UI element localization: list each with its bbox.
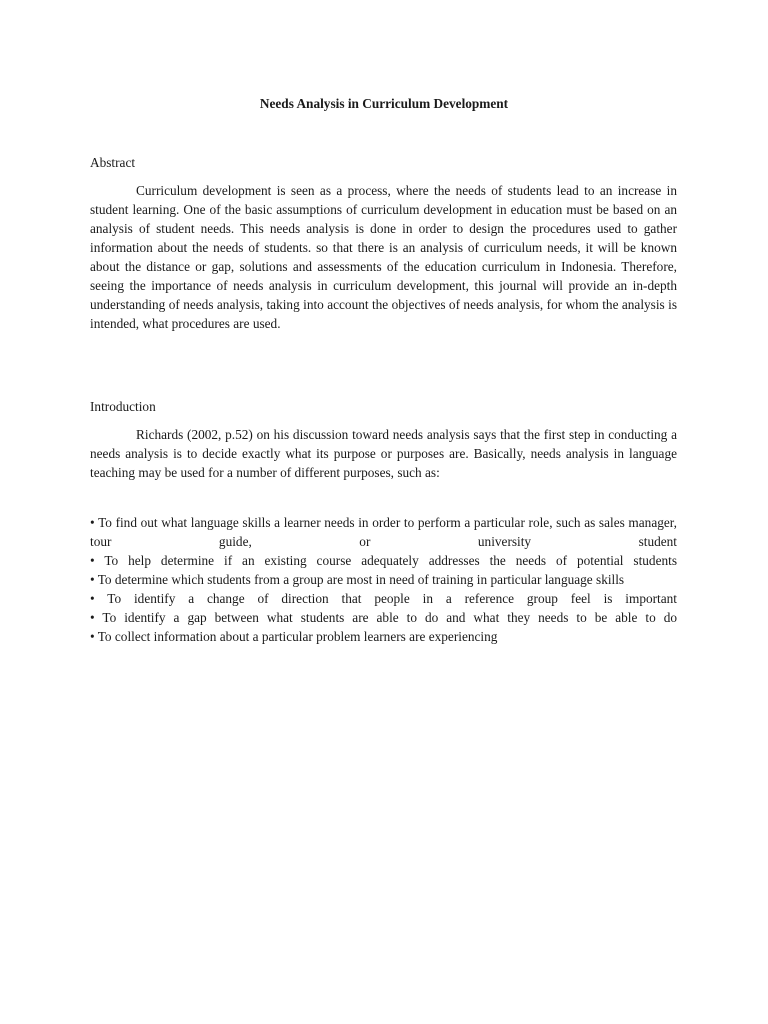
list-item: • To collect information about a particular problem learners are experiencing xyxy=(90,629,498,644)
abstract-heading: Abstract xyxy=(90,155,136,170)
list-item: • To identify a gap between what students are able to do and what they needs to be able to do xyxy=(90,610,677,625)
purpose-bullet-list xyxy=(90,513,677,646)
abstract-paragraph: Curriculum development is seen as a process, where the needs of students lead to an increase in student learning. One of the basic assumptions of curriculum development in education must be based on an analysis of student needs. This needs analysis is done in order to design the procedures used to gather information about the needs of students. so that there is an analysis of curriculum needs, it will be known about the distance or gap, solutions and assessments of the education curriculum in Indonesia. Therefore, seeing the importance of needs analysis in curriculum development, this journal will provide an in-depth understanding of needs analysis, taking into account the objectives of needs analysis, for whom the analysis is intended, what procedures are used. xyxy=(90,183,677,331)
list-item: • To determine which students from a group are most in need of training in particular language skills xyxy=(90,572,625,587)
list-item: • To find out what language skills a learner needs in order to perform a particular role, such as sales manager, tour guide, or university student xyxy=(90,515,677,549)
list-item: • To identify a change of direction that people in a reference group feel is important xyxy=(90,591,677,606)
list-item: • To help determine if an existing course adequately addresses the needs of potential students xyxy=(90,553,677,568)
introduction-heading: Introduction xyxy=(90,399,156,414)
introduction-paragraph: Richards (2002, p.52) on his discussion toward needs analysis says that the first step in conducting a needs analysis is to decide exactly what its purpose or purposes are. Basically, needs analysis in language teaching may be used for a number of different purposes, such as: xyxy=(90,427,677,480)
document-title: Needs Analysis in Curriculum Development xyxy=(259,96,509,111)
